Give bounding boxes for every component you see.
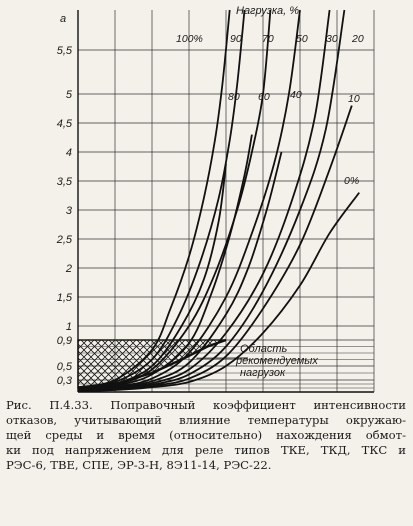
y-tick-label: 2,5 xyxy=(56,234,72,246)
series-curve xyxy=(78,10,344,391)
series-curve xyxy=(78,10,270,389)
series-label: 50 xyxy=(296,33,308,45)
caption-line: Рис. П.4.33. Поправочный коэффициент интенсивности xyxy=(6,398,406,412)
y-tick-label: 0,5 xyxy=(56,361,72,373)
series-label: 100% xyxy=(176,33,203,45)
series-label: 30 xyxy=(326,33,338,45)
y-tick-label: 4,5 xyxy=(56,118,72,130)
series-label: 80 xyxy=(228,91,240,103)
legend-title: Нагрузка, % xyxy=(236,5,300,17)
series-label: 70 xyxy=(262,33,274,45)
y-tick-label: 5 xyxy=(65,89,72,101)
chart-grid xyxy=(78,10,374,392)
y-tick-label: 0,9 xyxy=(56,335,72,347)
caption-line: РЭС-6, ТВЕ, СПЕ, ЭР-3-Н, 8Э11-14, РЭС-22. xyxy=(6,458,272,472)
series-label: 10 xyxy=(348,93,360,105)
region-label: Область xyxy=(240,343,288,355)
series-label: 20 xyxy=(352,33,364,45)
caption-line: отказов, учитывающий влияние температуры окружаю- xyxy=(6,413,406,427)
region-label: нагрузок xyxy=(240,367,286,379)
y-tick-label: 2 xyxy=(65,263,72,275)
caption-line: щей среды и время (относительно) нахождения обмот- xyxy=(6,428,406,442)
series-label: 40 xyxy=(290,89,302,101)
y-axis-label: a xyxy=(60,13,67,25)
y-tick-label: 0,3 xyxy=(56,375,72,387)
y-tick-label: 1,5 xyxy=(56,292,72,304)
y-tick-label: 3,5 xyxy=(56,176,72,188)
y-tick-label: 1 xyxy=(65,321,72,333)
series-label: 60 xyxy=(258,91,270,103)
y-tick-label: 3 xyxy=(65,205,72,217)
caption-line: ки под напряжением для реле типов ТКЕ, ТКД, ТКС и xyxy=(6,443,406,457)
series-label: 90 xyxy=(230,33,242,45)
chart-curves xyxy=(78,10,359,391)
figure-caption xyxy=(6,398,406,473)
y-tick-label: 4 xyxy=(65,147,72,159)
series-label: 0% xyxy=(344,175,360,187)
region-label: рекомендуемых xyxy=(236,355,318,367)
y-tick-label: 5,5 xyxy=(56,45,72,57)
